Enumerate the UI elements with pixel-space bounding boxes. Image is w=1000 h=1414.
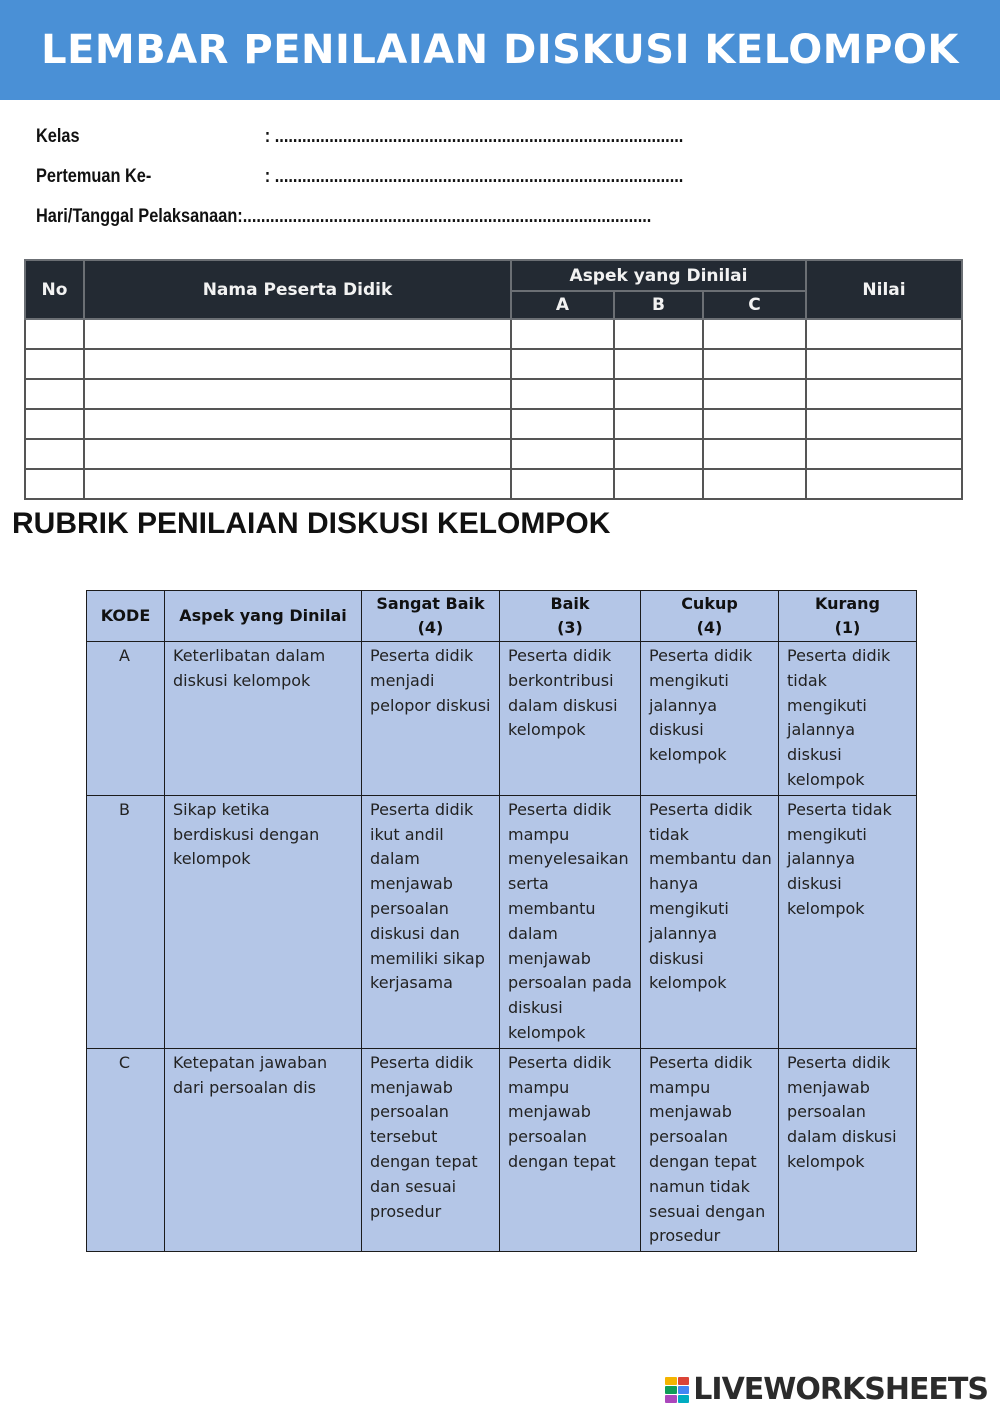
cell[interactable] bbox=[511, 439, 614, 469]
cell[interactable] bbox=[806, 439, 962, 469]
cell[interactable] bbox=[614, 349, 703, 379]
cell[interactable] bbox=[806, 409, 962, 439]
rubric-header-sangat-baik bbox=[362, 591, 500, 642]
rubric-level-score: (1) bbox=[834, 618, 861, 637]
header-banner bbox=[0, 0, 1000, 100]
cell[interactable] bbox=[614, 319, 703, 349]
info-label: Kelas bbox=[36, 126, 80, 147]
score-table bbox=[24, 259, 963, 500]
rubric-aspek: Ketepatan jawaban dari persoalan dis bbox=[165, 1048, 362, 1251]
rubric-baik: Peserta didik mampu menjawab persoalan dengan tepat bbox=[500, 1048, 641, 1251]
cell[interactable] bbox=[614, 469, 703, 499]
rubric-header-cukup bbox=[641, 591, 779, 642]
info-row-tanggal bbox=[36, 206, 690, 246]
rubric-kode: C bbox=[87, 1048, 165, 1251]
info-fill-line[interactable]: : .......................................................................................... bbox=[264, 166, 684, 187]
cell[interactable] bbox=[25, 439, 84, 469]
info-fill-line[interactable]: : .......................................................................................... bbox=[264, 126, 684, 147]
rubric-cukup: Peserta didik tidak membantu dan hanya mengikuti jalannya diskusi kelompok bbox=[641, 795, 779, 1048]
cell[interactable] bbox=[84, 469, 511, 499]
table-row bbox=[25, 439, 962, 469]
cell[interactable] bbox=[25, 319, 84, 349]
cell[interactable] bbox=[511, 469, 614, 499]
col-header-b: B bbox=[614, 291, 703, 319]
cell[interactable] bbox=[25, 379, 84, 409]
rubric-cukup: Peserta didik mengikuti jalannya diskusi kelompok bbox=[641, 642, 779, 796]
col-header-name: Nama Peserta Didik bbox=[84, 260, 511, 319]
cell[interactable] bbox=[806, 349, 962, 379]
page-title: LEMBAR PENILAIAN DISKUSI KELOMPOK bbox=[41, 27, 959, 73]
rubric-header-baik bbox=[500, 591, 641, 642]
table-row bbox=[25, 469, 962, 499]
rubric-kode: B bbox=[87, 795, 165, 1048]
cell[interactable] bbox=[84, 319, 511, 349]
rubric-baik: Peserta didik mampu menyelesaikan serta membantu dalam menjawab persoalan pada diskusi kelompok bbox=[500, 795, 641, 1048]
rubric-level-label: Sangat Baik bbox=[376, 594, 485, 613]
cell[interactable] bbox=[806, 469, 962, 499]
cell[interactable] bbox=[511, 379, 614, 409]
table-row bbox=[25, 349, 962, 379]
rubric-sangat-baik: Peserta didik menjadi pelopor diskusi bbox=[362, 642, 500, 796]
cell[interactable] bbox=[806, 319, 962, 349]
rubric-kurang: Peserta didik menjawab persoalan dalam diskusi kelompok bbox=[779, 1048, 917, 1251]
col-header-a: A bbox=[511, 291, 614, 319]
cell[interactable] bbox=[84, 439, 511, 469]
brand-wordmark: LIVEWORKSHEETS bbox=[693, 1372, 988, 1407]
liveworksheets-logo-icon bbox=[665, 1377, 689, 1403]
rubric-kurang: Peserta tidak mengikuti jalannya diskusi kelompok bbox=[779, 795, 917, 1048]
col-header-no: No bbox=[25, 260, 84, 319]
rubric-row-c bbox=[87, 1048, 917, 1251]
rubric-level-score: (3) bbox=[557, 618, 583, 637]
cell[interactable] bbox=[84, 409, 511, 439]
cell[interactable] bbox=[614, 409, 703, 439]
rubric-level-label: Cukup bbox=[681, 594, 738, 613]
col-header-score: Nilai bbox=[806, 260, 962, 319]
cell[interactable] bbox=[614, 379, 703, 409]
rubric-row-b bbox=[87, 795, 917, 1048]
rubric-header-kode: KODE bbox=[87, 591, 165, 642]
cell[interactable] bbox=[25, 349, 84, 379]
info-label: Hari/Tanggal Pelaksanaan bbox=[36, 206, 238, 227]
liveworksheets-brand bbox=[665, 1372, 988, 1407]
cell[interactable] bbox=[511, 409, 614, 439]
cell[interactable] bbox=[806, 379, 962, 409]
rubric-sangat-baik: Peserta didik menjawab persoalan tersebut dengan tepat dan sesuai prosedur bbox=[362, 1048, 500, 1251]
rubric-level-score: (4) bbox=[696, 618, 723, 637]
rubric-header-kurang bbox=[779, 591, 917, 642]
rubric-aspek: Keterlibatan dalam diskusi kelompok bbox=[165, 642, 362, 796]
info-row-pertemuan bbox=[36, 166, 690, 206]
cell[interactable] bbox=[84, 349, 511, 379]
cell[interactable] bbox=[703, 319, 806, 349]
rubric-cukup: Peserta didik mampu menjawab persoalan dengan tepat namun tidak sesuai dengan prosedur bbox=[641, 1048, 779, 1251]
table-row bbox=[25, 379, 962, 409]
cell[interactable] bbox=[703, 349, 806, 379]
col-header-c: C bbox=[703, 291, 806, 319]
cell[interactable] bbox=[703, 409, 806, 439]
cell[interactable] bbox=[614, 439, 703, 469]
cell[interactable] bbox=[703, 379, 806, 409]
rubric-level-score: (4) bbox=[417, 618, 444, 637]
info-row-kelas bbox=[36, 126, 690, 166]
rubric-title: RUBRIK PENILAIAN DISKUSI KELOMPOK bbox=[12, 507, 611, 540]
cell[interactable] bbox=[25, 409, 84, 439]
cell[interactable] bbox=[703, 469, 806, 499]
cell[interactable] bbox=[25, 469, 84, 499]
rubric-kurang: Peserta didik tidak mengikuti jalannya diskusi kelompok bbox=[779, 642, 917, 796]
rubric-table bbox=[86, 590, 917, 1252]
cell[interactable] bbox=[84, 379, 511, 409]
rubric-header-aspek: Aspek yang Dinilai bbox=[165, 591, 362, 642]
cell[interactable] bbox=[703, 439, 806, 469]
col-header-aspects: Aspek yang Dinilai bbox=[511, 260, 806, 291]
table-row bbox=[25, 409, 962, 439]
cell[interactable] bbox=[511, 349, 614, 379]
info-label: Pertemuan Ke- bbox=[36, 166, 152, 187]
cell[interactable] bbox=[511, 319, 614, 349]
rubric-row-a bbox=[87, 642, 917, 796]
info-fill-line[interactable]: :.......................................................................................... bbox=[237, 206, 652, 227]
rubric-level-label: Kurang bbox=[814, 594, 881, 613]
rubric-kode: A bbox=[87, 642, 165, 796]
rubric-level-label: Baik bbox=[550, 594, 590, 613]
info-fields bbox=[36, 126, 796, 246]
rubric-sangat-baik: Peserta didik ikut andil dalam menjawab persoalan diskusi dan memiliki sikap kerjasama bbox=[362, 795, 500, 1048]
rubric-aspek: Sikap ketika berdiskusi dengan kelompok bbox=[165, 795, 362, 1048]
table-row bbox=[25, 319, 962, 349]
rubric-baik: Peserta didik berkontribusi dalam diskusi kelompok bbox=[500, 642, 641, 796]
